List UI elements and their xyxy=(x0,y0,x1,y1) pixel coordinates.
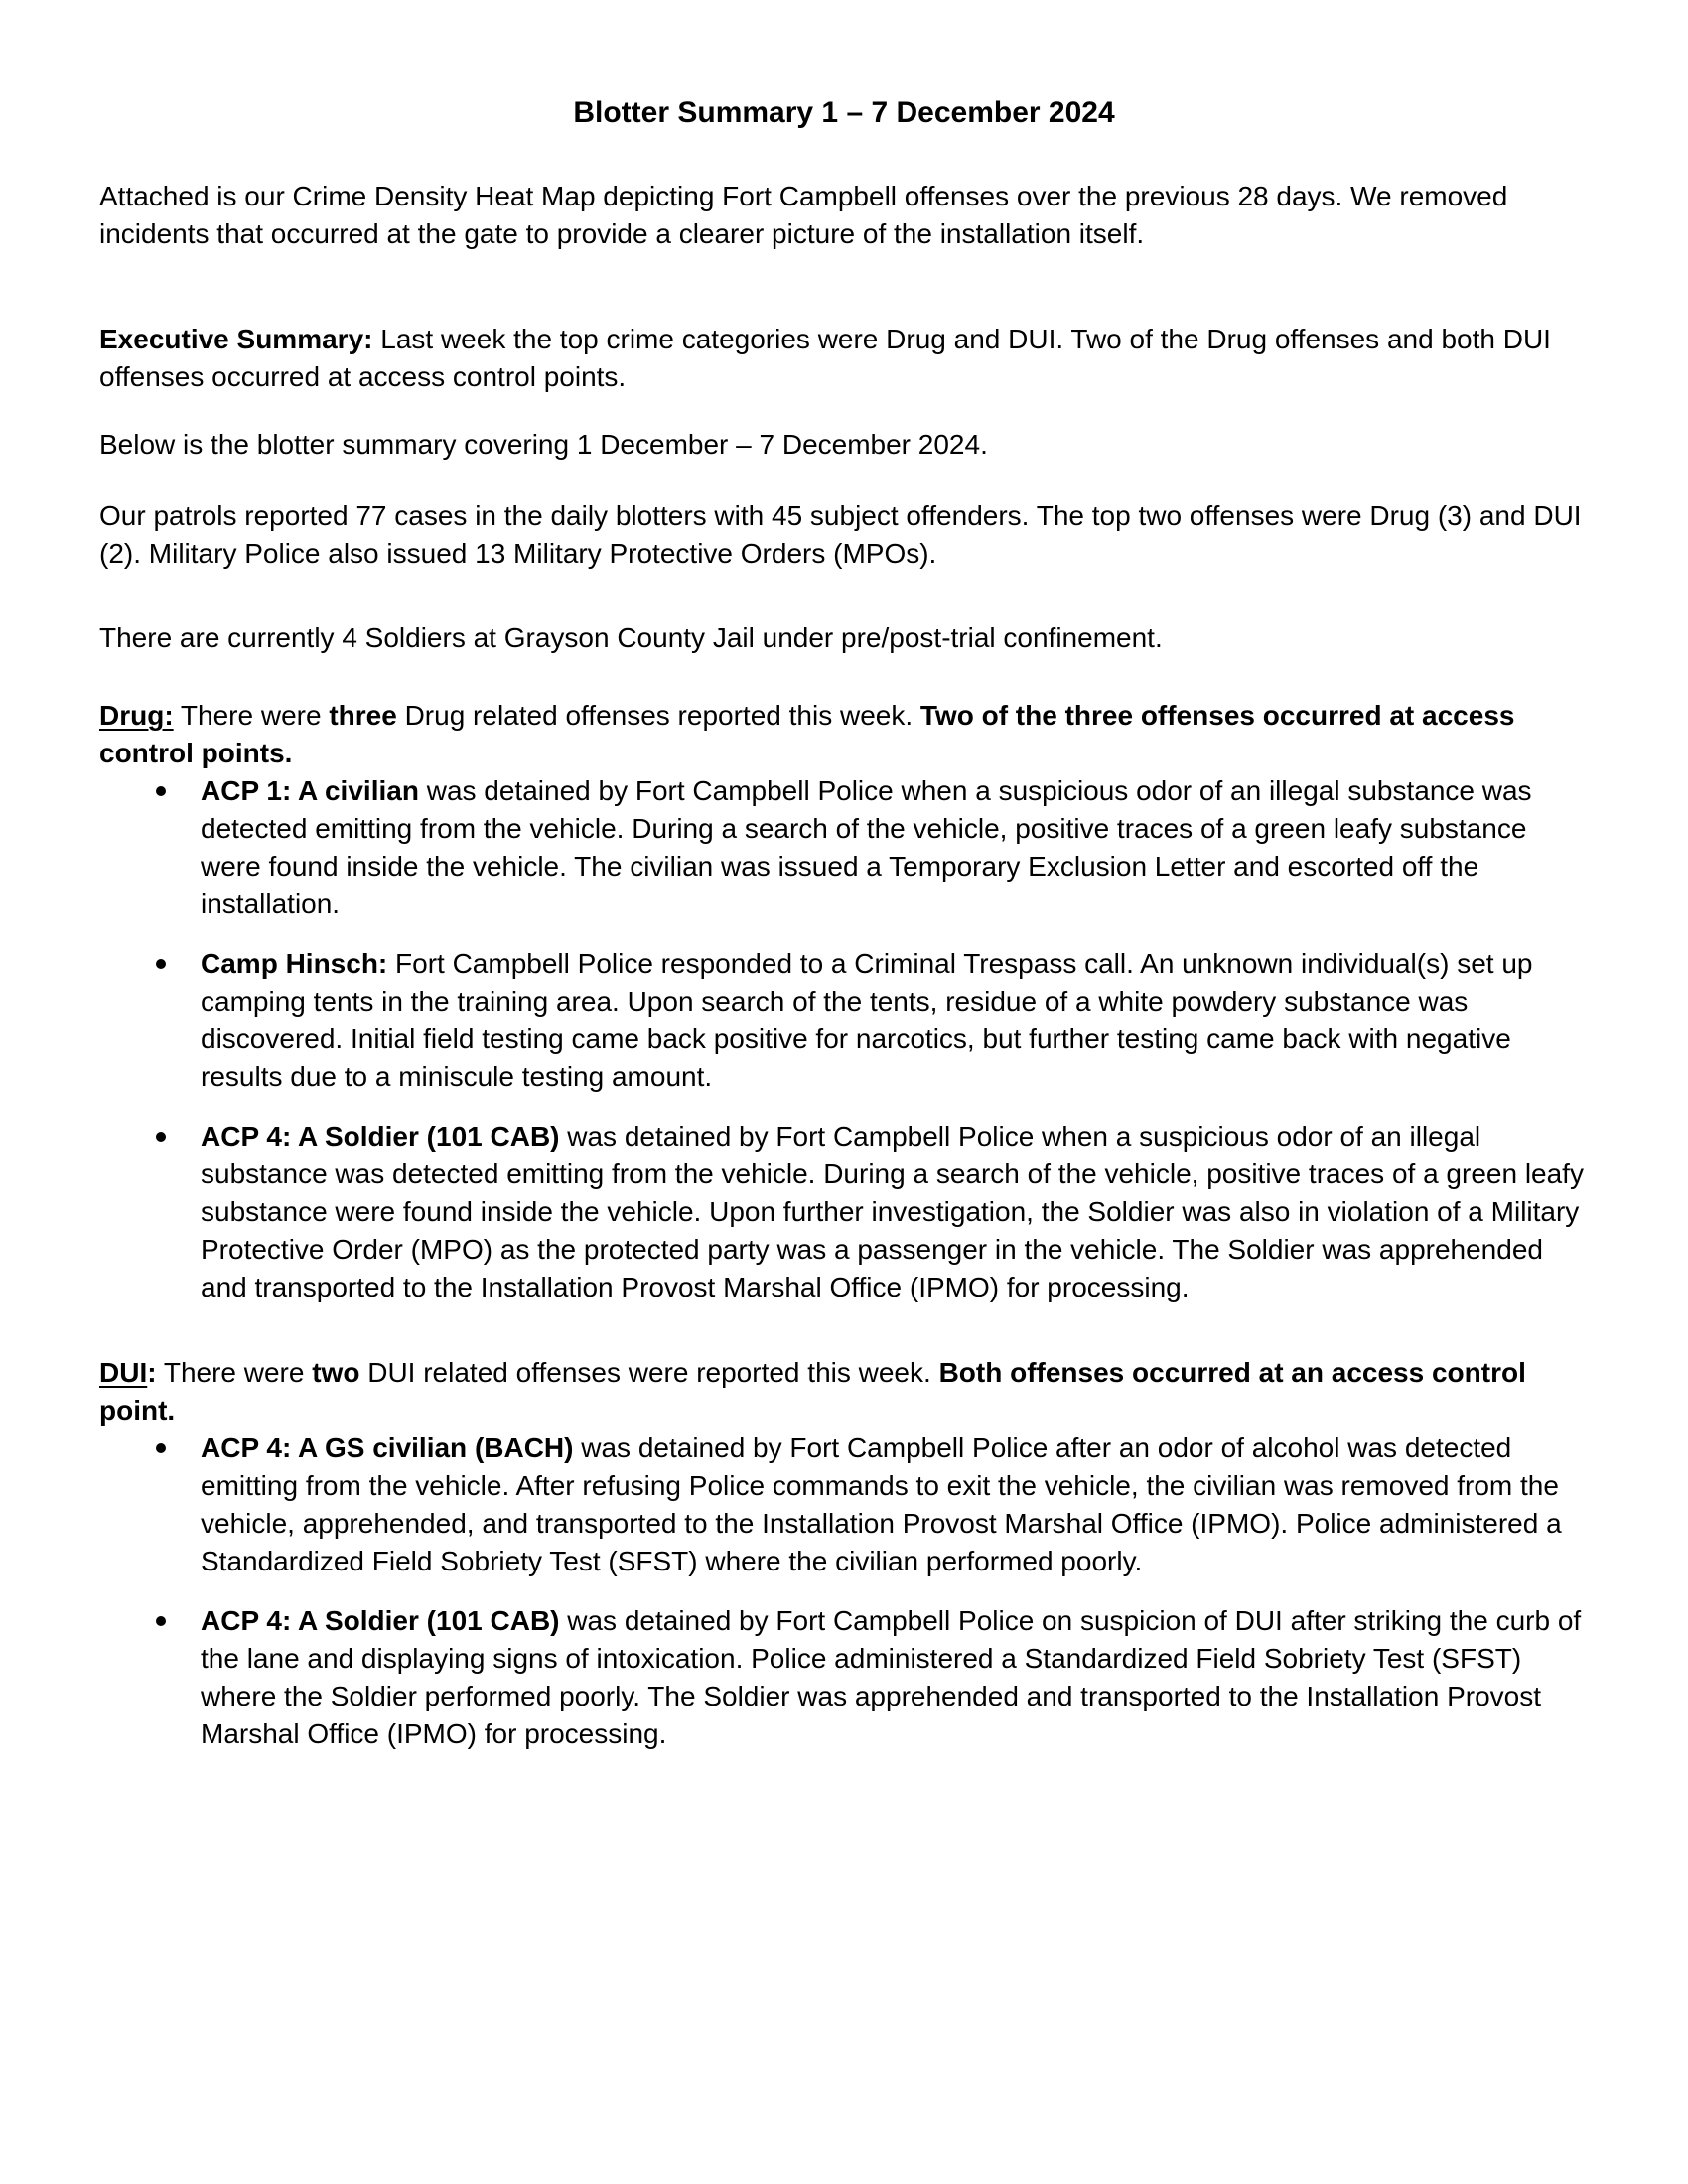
list-item xyxy=(99,1430,1589,1580)
paragraph-coverage: Below is the blotter summary covering 1 December – 7 December 2024. xyxy=(99,429,988,460)
bullet-icon xyxy=(156,1443,166,1453)
dui-section-heading: DUI: There were two DUI related offenses were reported this week. Both offenses occurred at an access control point. xyxy=(99,1357,1526,1426)
list-item xyxy=(99,772,1589,923)
paragraph-patrol-stats: Our patrols reported 77 cases in the daily blotters with 45 subject offenders. The top two offenses were Drug (3) and DUI (2). Military Police also issued 13 Military Protective Orders (MPOs). xyxy=(99,500,1582,569)
list-item xyxy=(99,1602,1589,1753)
paragraph-confinement: There are currently 4 Soldiers at Grayson County Jail under pre/post-trial confinement. xyxy=(99,622,1163,653)
drug-section-heading: Drug: There were three Drug related offenses reported this week. Two of the three offenses occurred at access control points. xyxy=(99,700,1515,768)
dui-bullet-list xyxy=(99,1430,1589,1753)
bullet-icon xyxy=(156,786,166,796)
drug-bullet-list xyxy=(99,772,1589,1306)
paragraph-executive-summary: Executive Summary: Last week the top crime categories were Drug and DUI. Two of the Drug offenses and both DUI offenses occurred at access control points. xyxy=(99,324,1551,392)
list-item-text: ACP 4: A GS civilian (BACH) was detained by Fort Campbell Police after an odor of alcohol was detected emitting from the vehicle. After refusing Police commands to exit the vehicle, the civilian was removed from the vehicle, apprehended, and transported to the Installation Provost Marshal Office (IPMO). Police administered a Standardized Field Sobriety Test (SFST) where the civilian performed poorly. xyxy=(201,1433,1562,1576)
bullet-icon xyxy=(156,1616,166,1626)
document-title: Blotter Summary 1 – 7 December 2024 xyxy=(573,96,1115,129)
list-item-text: ACP 4: A Soldier (101 CAB) was detained by Fort Campbell Police on suspicion of DUI after striking the curb of the lane and displaying signs of intoxication. Police administered a Standardized Field Sobriety Test (SFST) where the Soldier performed poorly. The Soldier was apprehended and transported to the Installation Provost Marshal Office (IPMO) for processing. xyxy=(201,1605,1582,1749)
list-item-text: Camp Hinsch: Fort Campbell Police responded to a Criminal Trespass call. An unknown individual(s) set up camping tents in the training area. Upon search of the tents, residue of a white powdery substance was discovered. Initial field testing came back positive for narcotics, but further testing came back with negative results due to a miniscule testing amount. xyxy=(201,948,1533,1092)
list-item-text: ACP 1: A civilian was detained by Fort Campbell Police when a suspicious odor of an illegal substance was detected emitting from the vehicle. During a search of the vehicle, positive traces of a green leafy substance were found inside the vehicle. The civilian was issued a Temporary Exclusion Letter and escorted off the installation. xyxy=(201,775,1532,919)
bullet-icon xyxy=(156,959,166,969)
list-item xyxy=(99,1118,1589,1306)
paragraph-intro: Attached is our Crime Density Heat Map depicting Fort Campbell offenses over the previous 28 days. We removed incidents that occurred at the gate to provide a clearer picture of the installation itself. xyxy=(99,181,1508,249)
bullet-icon xyxy=(156,1132,166,1142)
list-item xyxy=(99,945,1589,1096)
list-item-text: ACP 4: A Soldier (101 CAB) was detained by Fort Campbell Police when a suspicious odor of an illegal substance was detected emitting from the vehicle. During a search of the vehicle, positive traces of a green leafy substance were found inside the vehicle. Upon further investigation, the Soldier was also in violation of a Military Protective Order (MPO) as the protected party was a passenger in the vehicle. The Soldier was apprehended and transported to the Installation Provost Marshal Office (IPMO) for processing. xyxy=(201,1121,1584,1302)
